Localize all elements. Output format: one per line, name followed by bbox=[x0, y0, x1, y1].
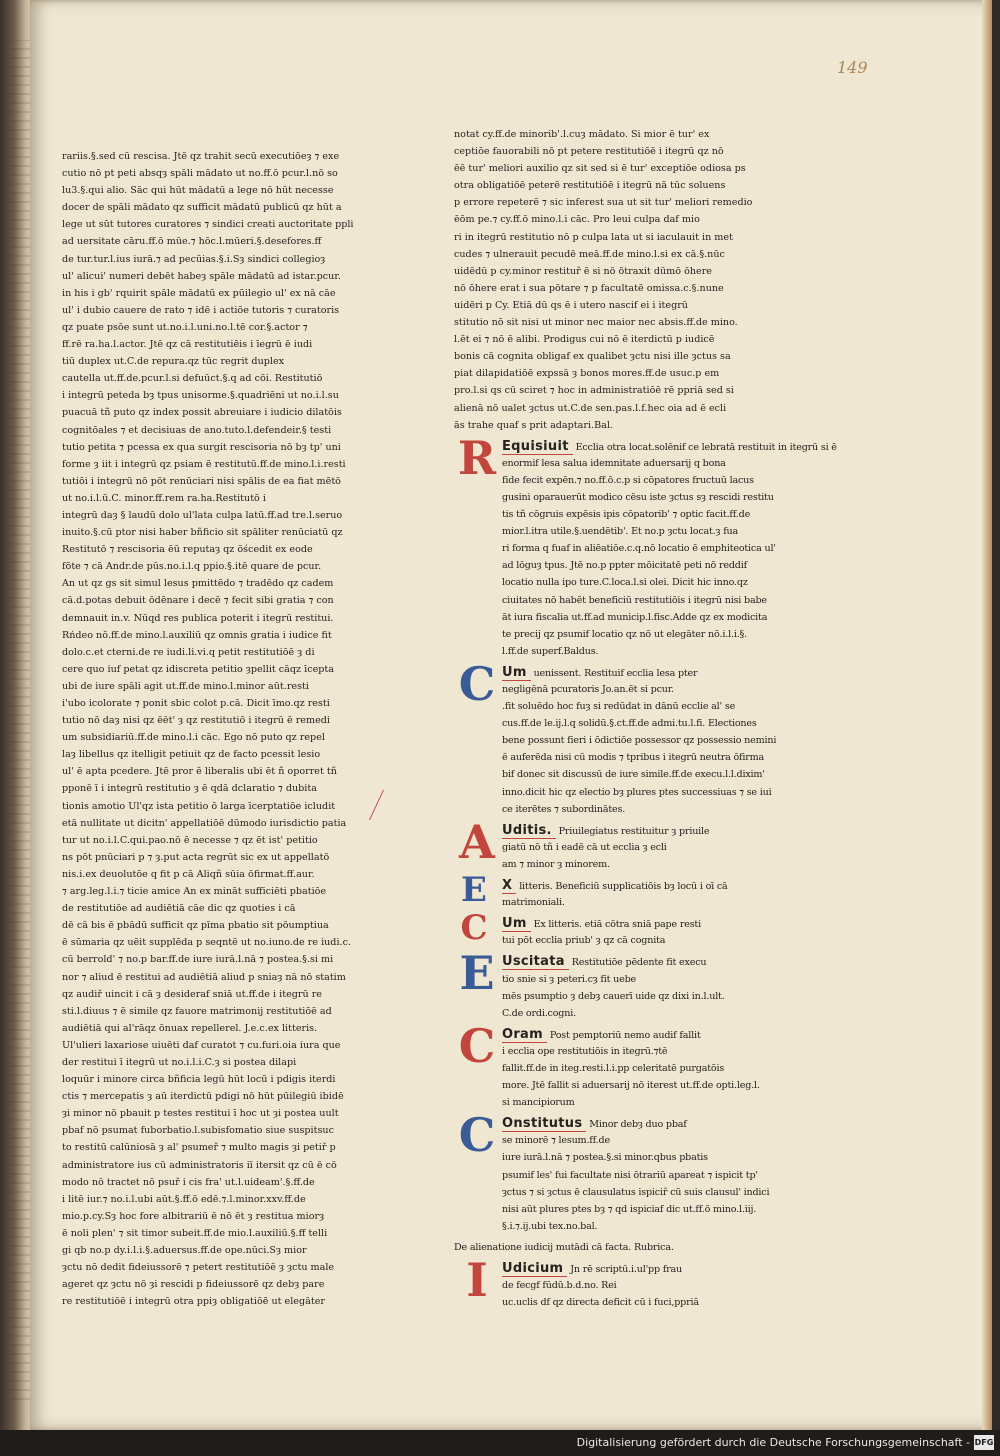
text-line: ul' ē apta pcedere. Jtē pror ē liberalis ubi ēt ñ oporret tñ bbox=[62, 766, 337, 778]
gloss-entries bbox=[454, 430, 837, 1312]
gloss-entry bbox=[454, 656, 786, 818]
gloss-entry bbox=[454, 946, 786, 1021]
text-line bbox=[502, 506, 786, 523]
decorated-initial: R bbox=[457, 430, 497, 485]
text-line: loquūr i minore circa bñficia legū hūt locū i pdigis iterdi bbox=[62, 1074, 336, 1086]
text-line: ff.rē ra.ha.l.actor. Jtē qz cā restitutiēis i īegrū ē iudi bbox=[62, 339, 313, 351]
text-line: integrū daȝ § laudū dolo ul'lata culpa latū.ff.ad tre.l.seruo bbox=[62, 509, 343, 521]
text-line: to restitū calūniosā ȝ al' psumeř ⁊ multo magis ȝi petiř p bbox=[62, 1142, 336, 1154]
line-text: āt iura fiscalia ut.ff.ad municip.l.fisc.Adde qz ex modicita bbox=[502, 611, 768, 623]
text-line: ns pōt pnūciari p ⁊ ȝ.put acta regrūt sic ex ut appellatō bbox=[62, 851, 330, 863]
line-text: §.i.⁊.ij.ubi tex.no.bal. bbox=[502, 1220, 598, 1232]
text-line: ri in itegrū restitutio nō p culpa lata ut si iaculauit in met bbox=[454, 231, 733, 243]
line-text: more. Jtē fallit si aduersarij nō iterest ut.ff.de opti.leg.l. bbox=[502, 1080, 760, 1092]
text-line bbox=[502, 732, 786, 749]
page-edge bbox=[982, 0, 992, 1430]
gloss-entry bbox=[454, 1239, 786, 1256]
text-line: i integrū peteda bȝ tpus unisorme.§.quadriēni ut no.i.l.su bbox=[62, 390, 339, 402]
text-line bbox=[502, 1132, 786, 1149]
lemma-heading: Um bbox=[502, 916, 531, 932]
text-line: pponē ī i integrū restitutio ȝ ē qdā dclaratio ⁊ dubita bbox=[62, 783, 317, 795]
line-text: nisi aūt plures ptes bȝ ⁊ qd ispiciaf dic ut.ff.ō mino.l.iij. bbox=[502, 1203, 757, 1215]
line-text: fallit.ff.de in iteg.resti.l.i.pp celeritatē purgatōis bbox=[502, 1062, 725, 1074]
text-line: ubi de iure spāli agit ut.ff.de mino.l.minor aūt.resti bbox=[62, 680, 309, 692]
text-line: demnauit in.v. Nūqd res publica poterit i itegrū restitui. bbox=[62, 612, 334, 624]
text-line: uidēdū p cy.minor restituř ē si nō ōtraxit dūmō ōhere bbox=[454, 265, 712, 277]
line-text: ciuitates nō habēt beneficiū restitutiōis i itegrū nisi babe bbox=[502, 594, 767, 606]
decorated-initial: C bbox=[458, 656, 496, 711]
line-text: psumif les' fui facultate nisi ōtrariū apareat ⁊ ispicit tp' bbox=[502, 1169, 758, 1181]
text-line bbox=[502, 1184, 786, 1201]
text-line bbox=[502, 489, 786, 506]
text-line bbox=[502, 1218, 786, 1235]
line-text: Ex litteris. etiā cōtra sniā pape resti bbox=[533, 919, 701, 931]
text-line bbox=[502, 592, 786, 609]
decorated-initial: C bbox=[458, 1108, 496, 1163]
right-text-column bbox=[454, 126, 837, 1311]
text-line bbox=[502, 749, 786, 766]
line-text: locatio nulla ipo ture.C.loca.l.si olei. Dicit hic inno.qz bbox=[502, 577, 748, 589]
line-text: C.de ordi.cogni. bbox=[502, 1007, 576, 1019]
lemma-heading: Uditis. bbox=[502, 823, 556, 839]
text-line: fōte ⁊ cā Andr.de pūs.no.i.l.q ppio.§.itē quare de pcur. bbox=[62, 561, 322, 573]
text-line bbox=[502, 557, 786, 574]
text-line bbox=[502, 988, 786, 1005]
line-text: Ecclia otra locat.solēnif ce lebratā restituit in itegrū si ē bbox=[575, 441, 837, 453]
text-line: ⁊ arg.leg.l.i.⁊ ticie amice An ex mināt sufficiēti pbatiōe bbox=[62, 886, 327, 898]
line-text: te precij qz psumif locatio qz nō ut elegāter nō.i.l.i.§. bbox=[502, 628, 747, 640]
text-line: qz audiř uincit i cā ȝ desideraf sniā ut.ff.de i itegrū re bbox=[62, 988, 322, 1000]
text-line bbox=[502, 1201, 786, 1218]
line-text: inno.dicit hic qz electio bȝ plures ptes successiuas ⁊ se iui bbox=[502, 786, 772, 798]
text-line: re restitutiōē i integrū otra ppiȝ obligatiōē ut elegāter bbox=[62, 1296, 325, 1308]
text-line: ās trahe quaf s prit adaptari.Bal. bbox=[454, 419, 613, 431]
text-line: de restitutiōe ad audiētiā cāe dic qz quoties i cā bbox=[62, 903, 296, 915]
stacked-leaves bbox=[10, 40, 32, 1400]
lemma-heading: Oram bbox=[502, 1027, 547, 1043]
text-line: forme ȝ iit i integrū qz psiam ē restitutū.ff.de mino.l.i.resti bbox=[62, 458, 346, 470]
text-line: piat dilapidatiōē expssā ȝ bonos mores.ff.de usuc.p em bbox=[454, 368, 720, 380]
gloss-entry bbox=[454, 1253, 786, 1311]
text-line: stitutio nō sit nisi ut minor nec maior nec absis.ff.de mino. bbox=[454, 317, 738, 329]
text-line: ctis ⁊ mercepatis ȝ aū iterdictū pdigi nō hūt pūilegiū ibidē bbox=[62, 1091, 344, 1103]
text-line: pbaf nō psumat fuborbatio.l.subisfomatio siue suspitsuc bbox=[62, 1125, 334, 1137]
text-line bbox=[502, 523, 786, 540]
text-line: ul' alicui' numeri debēt habeȝ spāle mādatū ad istar.pcur. bbox=[62, 270, 341, 282]
text-line: tutio nō daȝ nisi qz ēēt' ȝ qz restitutiō i itegrū ē remedi bbox=[62, 715, 330, 727]
text-line: pro.l.si qs cū sciret ⁊ hoc in administratiōē rē ppriā sed si bbox=[454, 385, 734, 397]
line-text: uc.uclis df qz directa deficit cū i fuci,ppriā bbox=[502, 1297, 699, 1309]
dfg-logo: DFG bbox=[974, 1435, 994, 1450]
line-text: Priuilegiatus restituitur ȝ priuile bbox=[558, 825, 710, 837]
line-text: l.ff.de superf.Baldus. bbox=[502, 645, 599, 657]
text-line: otra obligatiōē peterē restitutiōē i itegrū nā tūc soluens bbox=[454, 180, 726, 192]
text-line: dolo.c.et cterni.de re iudi.li.vi.q petit restitutiōē ȝ di bbox=[62, 646, 315, 658]
text-line bbox=[502, 472, 786, 489]
text-line: qz puate psōe sunt ut.no.i.l.uni.no.l.tē cor.§.actor ⁊ bbox=[62, 321, 308, 333]
line-text: cus.ff.de le.ij.l.q solidū.§.ct.ff.de admi.tu.l.fi. Electiones bbox=[502, 718, 757, 730]
text-line bbox=[502, 1149, 786, 1166]
text-line bbox=[502, 664, 786, 681]
text-line: ut no.i.l.ū.C. minor.ff.rem ra.ha.Restitutō i bbox=[62, 492, 266, 504]
gloss-entry bbox=[454, 870, 786, 911]
text-line: tutiōi i integrū nō pōt renūciari nisi spālis de ea fiat mētō bbox=[62, 475, 341, 487]
line-text: ri forma q fuaf in aliēatiōe.c.q.nō locatio ē emphiteotica ul' bbox=[502, 543, 776, 555]
left-text-column bbox=[62, 148, 374, 1310]
text-line: gi qb no.p dy.i.l.i.§.aduersus.ff.de ope.nūci.Sȝ mior bbox=[62, 1245, 307, 1256]
text-line bbox=[502, 698, 786, 715]
text-line: ad uersitate cāru.ff.ō mūe.⁊ hōc.l.mūeri.§.desefores.ff bbox=[62, 236, 322, 248]
decorated-initial: E bbox=[461, 870, 487, 911]
decorated-initial: A bbox=[459, 814, 495, 869]
text-line: nō ōhere erat i sua pōtare ⁊ p facultatē omissa.c.§.nune bbox=[454, 282, 724, 294]
text-line: An ut qz gs sit simul lesus pmittēdo ⁊ tradēdo qz cadem bbox=[62, 578, 334, 590]
line-text: litteris. Beneficiū supplicatiōis bȝ locū i oī cā bbox=[519, 881, 728, 893]
text-line: uidēri p Cy. Etiā dū qs ē i utero nascif ei i itegrū bbox=[454, 299, 688, 311]
gloss-entry bbox=[454, 1018, 786, 1111]
line-text: Jn rē scriptū.i.ul'pp frau bbox=[570, 1264, 682, 1275]
line-text: Minor debȝ duo pbaf bbox=[589, 1119, 687, 1131]
line-text: De alienatione iudicij mutādi cā facta. Rubrica. bbox=[454, 1241, 674, 1253]
text-line bbox=[502, 877, 786, 894]
line-text: ē auferēda nisi cū modis ⁊ tpribus i itegrū neutra ōfirma bbox=[502, 752, 765, 764]
text-line bbox=[502, 626, 786, 643]
line-text: gusini oparauerūt modico cēsu iste ȝctus sȝ rescidi restitu bbox=[502, 491, 774, 503]
text-line bbox=[502, 609, 786, 626]
text-line: notat cy.ff.de minorib'.l.cuȝ mādato. Si mior ē tur' ex bbox=[454, 129, 710, 140]
text-line bbox=[502, 455, 786, 472]
text-line: i'ubo icolorate ⁊ ponit sbic colot p.cā. Dicit īmo.qz resti bbox=[62, 698, 330, 709]
text-line bbox=[502, 1077, 786, 1094]
text-line: l.ēt ei ⁊ nō ē alibi. Prodigus cui nō ē iterdictū p iudicē bbox=[454, 334, 715, 346]
text-line bbox=[502, 766, 786, 783]
line-text: enormif lesa salua idemnitate aduersarij q bona bbox=[502, 457, 726, 469]
text-line: bonis cā cognita obligaf ex qualibet ȝctu nisi ille ȝctus sa bbox=[454, 351, 731, 363]
text-line: tionis amotio Ul'qz ista petitio ō larga īcerptatiōe icludit bbox=[62, 800, 336, 812]
text-line: lu3.§.qui alio. Sāc qui hūt mādatū a lege nō hūt necesse bbox=[62, 185, 334, 197]
decorated-initial: I bbox=[466, 1253, 488, 1307]
text-line: puacuā tñ puto qz index possit abreuiare i iudicio dilatōis bbox=[62, 407, 342, 419]
text-line: ēōm pe.⁊ cy.ff.ō mino.l.i cāc. Pro leui culpa daf mio bbox=[454, 214, 700, 226]
text-line: lege ut sūt tutores curatores ⁊ sindici creati auctoritate ppli bbox=[62, 219, 354, 231]
text-line bbox=[502, 932, 786, 949]
line-text: iure iurā.l.nā ⁊ postea.§.si minor.qbus pbatis bbox=[502, 1152, 708, 1164]
text-line bbox=[502, 839, 786, 856]
text-line: ē sūmaria qz uēit supplēda p seqntē ut no.iuno.de re iudi.c. bbox=[62, 937, 351, 949]
line-text: tio snie si ȝ peteri.cȝ fit uebe bbox=[502, 973, 637, 985]
text-line bbox=[502, 1026, 786, 1043]
line-text: negligēnā pcuratoris Jo.an.ēt si pcur. bbox=[502, 684, 674, 695]
text-line: alienā nō ualet ȝctus ut.C.de sen.pas.l.f.hec oia ad ē ecli bbox=[454, 402, 727, 414]
text-line: ul' i dubio cauere de rato ⁊ idē i actiōe tutoris ⁊ curatoris bbox=[62, 304, 340, 316]
text-line bbox=[502, 1167, 786, 1184]
line-text: tui pōt ecclia priub' ȝ qz cā cognita bbox=[502, 935, 666, 947]
text-line: cognitōales ⁊ et decisiuas de ano.tuto.l.defendeir.§ testi bbox=[62, 424, 332, 436]
text-line bbox=[502, 1060, 786, 1077]
text-line: ȝctu nō dedit fideiussorē ⁊ petert restitutiōē ȝ ȝctu male bbox=[62, 1262, 335, 1274]
lemma-heading: Uscitata bbox=[502, 954, 569, 970]
text-line: cudes ⁊ ulnerauit pecudē meā.ff.de mino.l.si ex cā.§.nūc bbox=[454, 248, 725, 260]
text-line bbox=[502, 574, 786, 591]
text-line bbox=[502, 856, 786, 873]
text-line bbox=[502, 894, 786, 911]
text-line: nis.i.ex deuolutōe q fit p cā Aliqñ sūia ōfirmat.ff.aur. bbox=[62, 868, 315, 880]
text-line bbox=[502, 1260, 786, 1277]
line-text: Post pemptoriū nemo audif fallit bbox=[549, 1029, 701, 1041]
text-line: cū berrold' ⁊ no.p bar.ff.de iure iurā.l.nā ⁊ postea.§.si mi bbox=[62, 954, 334, 966]
text-line: ē noli plen' ⁊ sit timor subeit.ff.de mio.l.auxiliū.§.ff telli bbox=[62, 1227, 328, 1239]
text-line: docer de spāli mādato qz sufficit mādatū publicū qz hūt a bbox=[62, 202, 342, 214]
text-line: i litē iur.⁊ no.i.l.ubi aūt.§.ff.ō edē.⁊.l.minor.xxv.ff.de bbox=[62, 1193, 306, 1205]
line-text: bene possunt fieri i ōdictiōe possessor qz possessio nemini bbox=[502, 735, 777, 747]
text-line: etā nullitate ut dicitn' appellatiōē dūmodo iurisdictio patia bbox=[62, 817, 347, 829]
line-text: mēs psumptio ȝ debȝ cauerī uide qz dixi in.l.ult. bbox=[502, 990, 725, 1002]
text-line: cutio nō pt peti absqȝ spāli mādato ut no.ff.ō pcur.l.nō so bbox=[62, 168, 338, 180]
lemma-heading: X bbox=[502, 878, 516, 894]
line-text: se minorē ⁊ lesum.ff.de bbox=[502, 1135, 610, 1147]
text-line: rariis.§.sed cū rescisa. Jtē qz trahit secū executiōeȝ ⁊ exe bbox=[62, 151, 340, 162]
text-line: Ul'ulieri laxariose uiuēti daf curatot ⁊ cu.furi.oia iura que bbox=[62, 1039, 341, 1051]
line-text: si mancipiorum bbox=[502, 1097, 575, 1109]
line-text: de fecgf fūdū.b.d.no. Rei bbox=[502, 1280, 617, 1292]
line-text: giatū nō tñ i eadē cā ut ecclia ȝ ecli bbox=[502, 841, 667, 853]
text-line bbox=[502, 915, 786, 932]
right-column-continuation bbox=[454, 126, 786, 434]
lemma-heading: Equisiuit bbox=[502, 439, 573, 455]
lemma-heading: Onstitutus bbox=[502, 1116, 586, 1132]
line-text: ȝctus ⁊ si ȝctus ē clausulatus ispiciř cū suis clausul' indici bbox=[502, 1186, 770, 1198]
line-text: i ecclia ope restitutiōis in itegrū.⁊tē bbox=[502, 1045, 668, 1057]
text-line bbox=[502, 1294, 786, 1311]
decorated-initial: C bbox=[458, 1018, 496, 1073]
text-line: de tur.tur.l.ius iurā.⁊ ad pecūias.§.i.Sȝ sindici collegioȝ bbox=[62, 253, 326, 265]
text-line: in his i gb' rquirit spāle mādatū ex pūilegio ul' ex nā cāe bbox=[62, 287, 336, 299]
folio-number: 149 bbox=[837, 58, 868, 77]
text-line: ageret qz ȝctu nō ȝi rescidi p fideiussorē qz debȝ pare bbox=[62, 1279, 325, 1291]
gloss-entry bbox=[454, 814, 786, 873]
line-text: Restitutiōe pēdente fit execu bbox=[571, 957, 707, 969]
gloss-entry bbox=[454, 430, 837, 660]
text-line: administratore ius cū administratoris iī itersit qz cū ē cō bbox=[62, 1159, 337, 1171]
gloss-entry bbox=[454, 908, 786, 949]
text-line: tiū duplex ut.C.de repura.qz tūc regrit duplex bbox=[62, 356, 285, 368]
footer-credit: Digitalisierung gefördert durch die Deutsche Forschungsgemeinschaft - bbox=[576, 1436, 970, 1449]
lemma-heading: Udicium bbox=[502, 1261, 567, 1277]
text-line: sti.l.diuus ⁊ ē simile qz fauore matrimonij restitutiōē ad bbox=[62, 1005, 332, 1017]
text-line: Rńdeo nō.ff.de mino.l.auxiliū qz omnis gratia i iudice fit bbox=[62, 629, 332, 641]
text-line bbox=[502, 784, 786, 801]
line-text: bif donec sit discussū de iure simile.ff.de execu.l.l.dixim' bbox=[502, 769, 765, 781]
text-line: inuito.§.cū ptor nisi haber bñficio sit spāliter renūciatū qz bbox=[62, 527, 343, 539]
text-line: laȝ libellus qz itelligit petiuit qz de facto pcessit lesio bbox=[62, 749, 321, 761]
line-text: mior.l.itra utile.§.uendētib'. Et no.p ȝctu locat.ȝ fua bbox=[502, 526, 739, 538]
text-line: Restitutō ⁊ rescisoria ēū reputaȝ qz ōścedit ex eode bbox=[62, 544, 313, 556]
line-text: ad lōguȝ tpus. Jtē no.p ppter mōicitatē peti nō reddif bbox=[502, 560, 747, 572]
line-text: .fit soluēdo hoc fuȝ si redūdat in dānū ecclie al' se bbox=[502, 701, 736, 713]
decorated-initial: C bbox=[460, 908, 488, 949]
text-line: modo nō tractet nō psuř i cis fra' ut.l.uideam'.§.ff.de bbox=[62, 1176, 315, 1188]
footer-bar bbox=[0, 1430, 1000, 1456]
text-line: tur ut no.i.l.C.qui.pao.nō ē necesse ⁊ qz ēt ist' petitio bbox=[62, 834, 318, 846]
text-line: mio.p.cy.Sȝ hoc fore albitrariū ē nō ēt ȝ restitua miorȝ bbox=[62, 1210, 325, 1222]
text-line bbox=[502, 540, 786, 557]
line-text: tis tñ cōgruis expēsis ipis cōpatorib' ⁊ optic facit.ff.de bbox=[502, 509, 751, 521]
line-text: uenissent. Restituif ecclia lesa pter bbox=[533, 667, 698, 679]
text-line bbox=[502, 953, 786, 970]
text-line bbox=[502, 822, 786, 839]
text-line bbox=[502, 1043, 786, 1060]
text-line: nor ⁊ aliud ē restitui ad audiētiā aliud p sniaȝ nā nō statim bbox=[62, 971, 346, 983]
text-line bbox=[502, 438, 837, 455]
text-line bbox=[454, 1239, 786, 1256]
text-line: cā.d.potas debuit ōdēnare i decē ⁊ fecit sibi gratia ⁊ con bbox=[62, 595, 334, 607]
decorated-initial: E bbox=[459, 946, 495, 1001]
text-line: audiētiā qui al'rāqz ōnuax repellerel. J.e.c.ex litteris. bbox=[62, 1022, 318, 1034]
text-line bbox=[502, 643, 786, 660]
text-line: p errore repeterē ⁊ sic inferest sua ut sit tur' meliori remedio bbox=[454, 197, 753, 209]
text-line: der restitui ī itegrū ut no.i.l.i.C.ȝ si postea dilapi bbox=[62, 1056, 297, 1068]
line-text: matrimoniali. bbox=[502, 897, 565, 909]
text-line bbox=[502, 715, 786, 732]
text-line: ēē tur' meliori auxilio qz sit sed si ē tur' exceptiōe odiosa ps bbox=[454, 163, 746, 175]
text-line: ȝi minor nō pbauit p testes restitui ī hoc ut ȝi postea uult bbox=[62, 1108, 339, 1120]
text-line: cere quo iuf petat qz idiscreta petitio ȝpellit cāqz īcepta bbox=[62, 663, 334, 675]
lemma-heading: Um bbox=[502, 665, 531, 681]
line-text: am ⁊ minor ȝ minorem. bbox=[502, 858, 610, 870]
text-line bbox=[502, 1277, 786, 1294]
text-line: cautella ut.ff.de.pcur.l.si defuūct.§.q ad cōi. Restitutiō bbox=[62, 373, 323, 385]
text-line: um subsidiariū.ff.de mino.l.i cāc. Ego nō puto qz repel bbox=[62, 732, 325, 744]
text-line: dē cā bis ē pbādū sufficit qz pīma pbatio sit pōumptiua bbox=[62, 920, 329, 932]
text-line: ceptiōe fauorabili nō pt petere restitutiōē i itegrū qz nō bbox=[454, 146, 724, 158]
text-line bbox=[502, 1094, 786, 1111]
text-line: tutio petita ⁊ pcessa ex qua surgit rescisoria nō bȝ tp' uni bbox=[62, 441, 341, 453]
text-line bbox=[502, 681, 786, 698]
line-text: fide fecit expēn.⁊ no.ff.ō.c.p si cōpatores fructuū lacus bbox=[502, 474, 754, 486]
text-line bbox=[502, 801, 786, 818]
text-line bbox=[502, 1005, 786, 1022]
line-text: ce iterētes ⁊ subordinātes. bbox=[502, 803, 626, 815]
text-line bbox=[502, 971, 786, 988]
gloss-entry bbox=[454, 1108, 786, 1235]
text-line bbox=[502, 1115, 786, 1132]
